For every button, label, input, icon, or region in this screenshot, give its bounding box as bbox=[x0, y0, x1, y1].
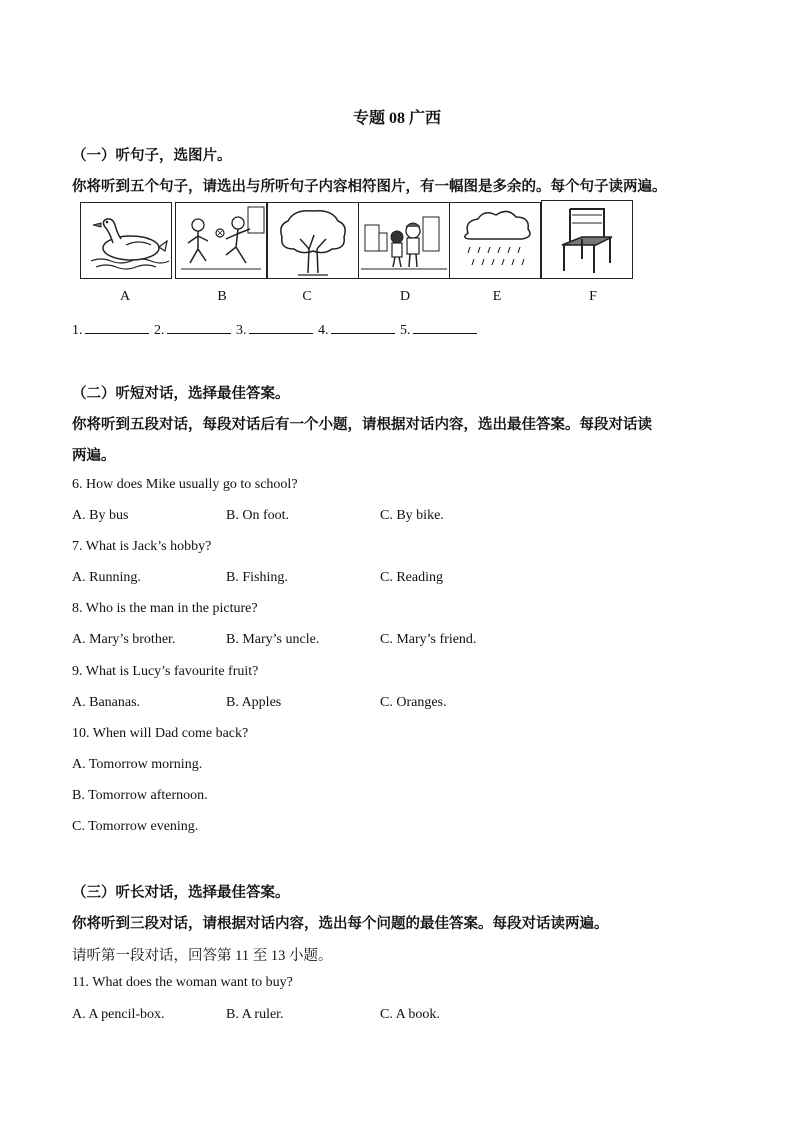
answer-number: 4. bbox=[318, 323, 329, 338]
section-1-instruction: 你将听到五个句子，请选出与所听句子内容相符图片，有一幅图是多余的。每个句子读两遍。 bbox=[72, 179, 667, 195]
picture-label-f: F bbox=[589, 289, 597, 304]
answer-number: 3. bbox=[236, 323, 247, 338]
section-1-header: （一）听句子，选图片。 bbox=[72, 148, 232, 164]
answer-number: 2. bbox=[154, 323, 165, 338]
answer-number: 1. bbox=[72, 323, 83, 338]
option-9a[interactable]: A. Bananas. bbox=[72, 695, 141, 710]
section-2-instruction-cont: 两遍。 bbox=[72, 448, 116, 464]
option-9c[interactable]: C. Oranges. bbox=[380, 695, 447, 710]
answer-blank[interactable] bbox=[85, 321, 149, 334]
answer-number: 5. bbox=[400, 323, 411, 338]
question-8: 8. Who is the man in the picture? bbox=[72, 601, 258, 616]
page-title: 专题 08 广西 bbox=[352, 110, 441, 127]
children-playing-football-icon bbox=[175, 202, 267, 279]
question-7: 7. What is Jack’s hobby? bbox=[72, 539, 212, 554]
answer-blank[interactable] bbox=[249, 321, 313, 334]
option-10b[interactable]: B. Tomorrow afternoon. bbox=[72, 788, 208, 803]
section-3-instruction: 你将听到三段对话，请根据对话内容，选出每个问题的最佳答案。每段对话读两遍。 bbox=[72, 916, 609, 932]
section-3-header: （三）听长对话，选择最佳答案。 bbox=[72, 885, 290, 901]
answer-blank[interactable] bbox=[167, 321, 231, 334]
option-7b[interactable]: B. Fishing. bbox=[226, 570, 288, 585]
section-3-subinstruction: 请听第一段对话，回答第 11 至 13 小题。 bbox=[72, 948, 333, 964]
question-6: 6. How does Mike usually go to school? bbox=[72, 477, 298, 492]
section-2-header: （二）听短对话，选择最佳答案。 bbox=[72, 386, 290, 402]
option-11a[interactable]: A. A pencil-box. bbox=[72, 1007, 165, 1022]
option-8c[interactable]: C. Mary’s friend. bbox=[380, 632, 477, 647]
question-9: 9. What is Lucy’s favourite fruit? bbox=[72, 664, 259, 679]
picture-label-d: D bbox=[399, 289, 411, 304]
option-10c[interactable]: C. Tomorrow evening. bbox=[72, 819, 199, 834]
answer-blank[interactable] bbox=[331, 321, 395, 334]
rain-cloud-icon bbox=[449, 202, 541, 279]
section-2-instruction: 你将听到五段对话，每段对话后有一个小题，请根据对话内容，选出最佳答案。每段对话读 bbox=[72, 417, 652, 433]
option-7a[interactable]: A. Running. bbox=[72, 570, 141, 585]
option-7c[interactable]: C. Reading bbox=[380, 570, 443, 585]
chair-icon bbox=[541, 200, 633, 279]
question-11: 11. What does the woman want to buy? bbox=[72, 975, 293, 990]
picture-label-e: E bbox=[492, 289, 502, 304]
question-10: 10. When will Dad come back? bbox=[72, 726, 249, 741]
option-11b[interactable]: B. A ruler. bbox=[226, 1007, 284, 1022]
answer-blanks-row bbox=[72, 321, 479, 339]
option-8b[interactable]: B. Mary’s uncle. bbox=[226, 632, 320, 647]
option-10a[interactable]: A. Tomorrow morning. bbox=[72, 757, 203, 772]
picture-label-b: B bbox=[217, 289, 227, 304]
picture-label-a: A bbox=[119, 289, 131, 304]
duck-icon bbox=[80, 202, 172, 279]
option-6c[interactable]: C. By bike. bbox=[380, 508, 444, 523]
children-walking-icon bbox=[358, 202, 450, 279]
option-11c[interactable]: C. A book. bbox=[380, 1007, 440, 1022]
tree-icon bbox=[267, 202, 359, 279]
option-9b[interactable]: B. Apples bbox=[226, 695, 282, 710]
option-8a[interactable]: A. Mary’s brother. bbox=[72, 632, 176, 647]
answer-blank[interactable] bbox=[413, 321, 477, 334]
option-6b[interactable]: B. On foot. bbox=[226, 508, 289, 523]
picture-label-c: C bbox=[302, 289, 312, 304]
option-6a[interactable]: A. By bus bbox=[72, 508, 129, 523]
